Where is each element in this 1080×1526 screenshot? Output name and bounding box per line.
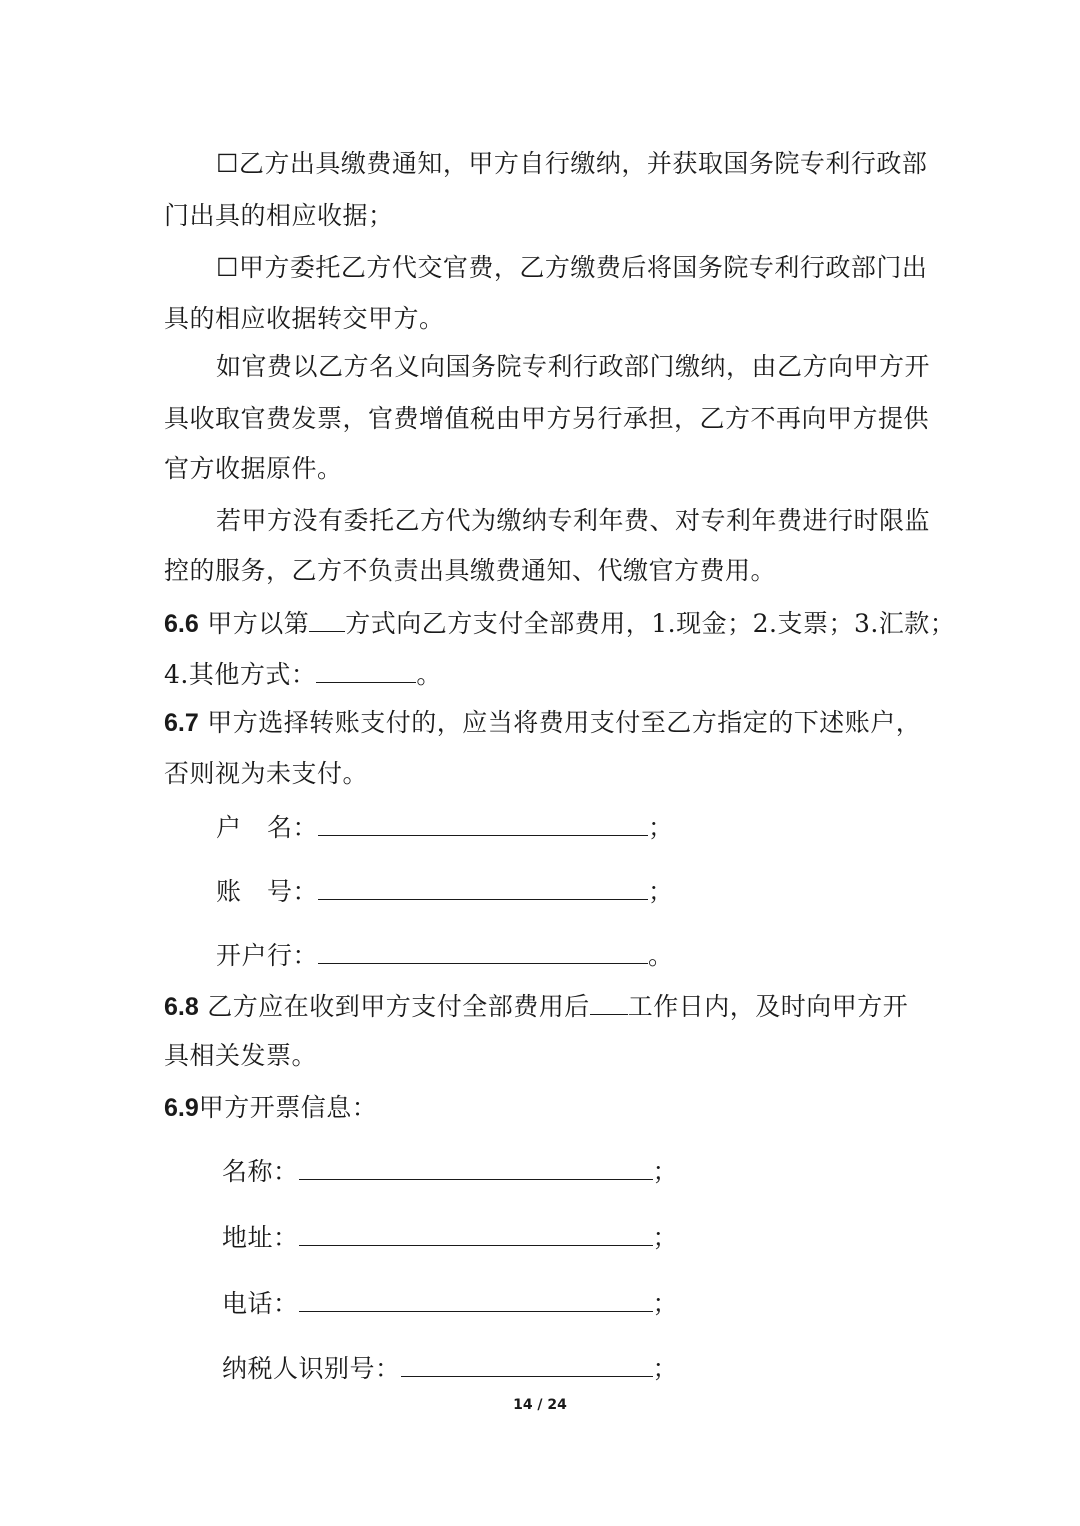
invoice-taxid-blank[interactable] [401, 1350, 653, 1377]
account-name-blank[interactable] [318, 809, 648, 836]
clause-text: 甲方开票信息： [198, 1093, 378, 1122]
invoice-address-row [222, 1219, 678, 1255]
field-end: ； [648, 813, 674, 842]
field-end: ； [652, 1354, 679, 1383]
payment-method-blank[interactable] [309, 605, 345, 632]
invoice-days-blank[interactable] [590, 988, 628, 1015]
account-number-row [216, 873, 674, 909]
clause-text: 乙方应在收到甲方支付全部费用后 [207, 992, 590, 1021]
official-fee-paragraph-line-2: 具收取官费发票，官费增值税由甲方另行承担，乙方不再向甲方提供 [164, 404, 930, 433]
invoice-address-blank[interactable] [299, 1219, 653, 1246]
account-name-label: 户 名： [216, 813, 319, 842]
clause-6-8-line-2: 具相关发票。 [164, 1041, 318, 1070]
field-end: ； [652, 1289, 679, 1318]
field-end: ； [652, 1223, 679, 1252]
invoice-taxid-label: 纳税人识别号： [222, 1354, 401, 1383]
invoice-name-blank[interactable] [299, 1153, 653, 1180]
clause-6-7-line-2: 否则视为未支付。 [164, 759, 369, 788]
clause-text: 。 [416, 660, 442, 689]
official-fee-paragraph-line-1: 如官费以乙方名义向国务院专利行政部门缴纳，由乙方向甲方开 [216, 352, 931, 381]
invoice-taxid-row [222, 1350, 678, 1386]
account-name-row [216, 809, 674, 845]
clause-6-7-line-1 [164, 706, 921, 740]
field-end: 。 [648, 941, 674, 970]
invoice-name-row [222, 1153, 678, 1189]
clause-number: 6.8 [164, 993, 199, 1021]
bank-blank[interactable] [318, 937, 648, 964]
clause-text: 甲方以第 [207, 609, 310, 638]
clause-6-6-line-1 [164, 605, 955, 641]
annual-fee-paragraph-line-1: 若甲方没有委托乙方代为缴纳专利年费、对专利年费进行时限监 [216, 506, 931, 535]
invoice-phone-blank[interactable] [299, 1285, 653, 1312]
annual-fee-paragraph-line-2: 控的服务，乙方不负责出具缴费通知、代缴官方费用。 [164, 556, 777, 585]
clause-number: 6.9 [164, 1094, 199, 1122]
bank-row [216, 937, 674, 973]
account-number-label: 账 号： [216, 877, 319, 906]
page-number: 14 / 24 [513, 1397, 567, 1413]
field-end: ； [652, 1157, 679, 1186]
clause-6-8-line-1 [164, 988, 908, 1024]
official-fee-paragraph-line-3: 官方收据原件。 [164, 454, 343, 483]
option-agent-pay-line-1: ☐甲方委托乙方代交官费，乙方缴费后将国务院专利行政部门出 [216, 253, 928, 282]
clause-6-9-title [164, 1091, 377, 1125]
option-self-pay-line-2: 门出具的相应收据； [164, 201, 394, 230]
clause-text: 方式向乙方支付全部费用，1.现金；2.支票；3.汇款； [345, 609, 956, 638]
invoice-phone-label: 电话： [222, 1289, 299, 1318]
invoice-name-label: 名称： [222, 1157, 299, 1186]
clause-6-6-line-2 [164, 656, 442, 692]
invoice-address-label: 地址： [222, 1223, 299, 1252]
invoice-phone-row [222, 1285, 678, 1321]
clause-text: 4.其他方式： [164, 660, 317, 689]
other-method-blank[interactable] [316, 656, 416, 683]
option-self-pay-line-1: ☐乙方出具缴费通知，甲方自行缴纳，并获取国务院专利行政部 [216, 149, 928, 178]
clause-number: 6.6 [164, 610, 199, 638]
clause-number: 6.7 [164, 709, 199, 737]
field-end: ； [648, 877, 674, 906]
account-number-blank[interactable] [318, 873, 648, 900]
bank-label: 开户行： [216, 941, 319, 970]
option-agent-pay-line-2: 具的相应收据转交甲方。 [164, 304, 445, 333]
clause-text: 甲方选择转账支付的，应当将费用支付至乙方指定的下述账户， [207, 708, 922, 737]
clause-text: 工作日内，及时向甲方开 [627, 992, 909, 1021]
